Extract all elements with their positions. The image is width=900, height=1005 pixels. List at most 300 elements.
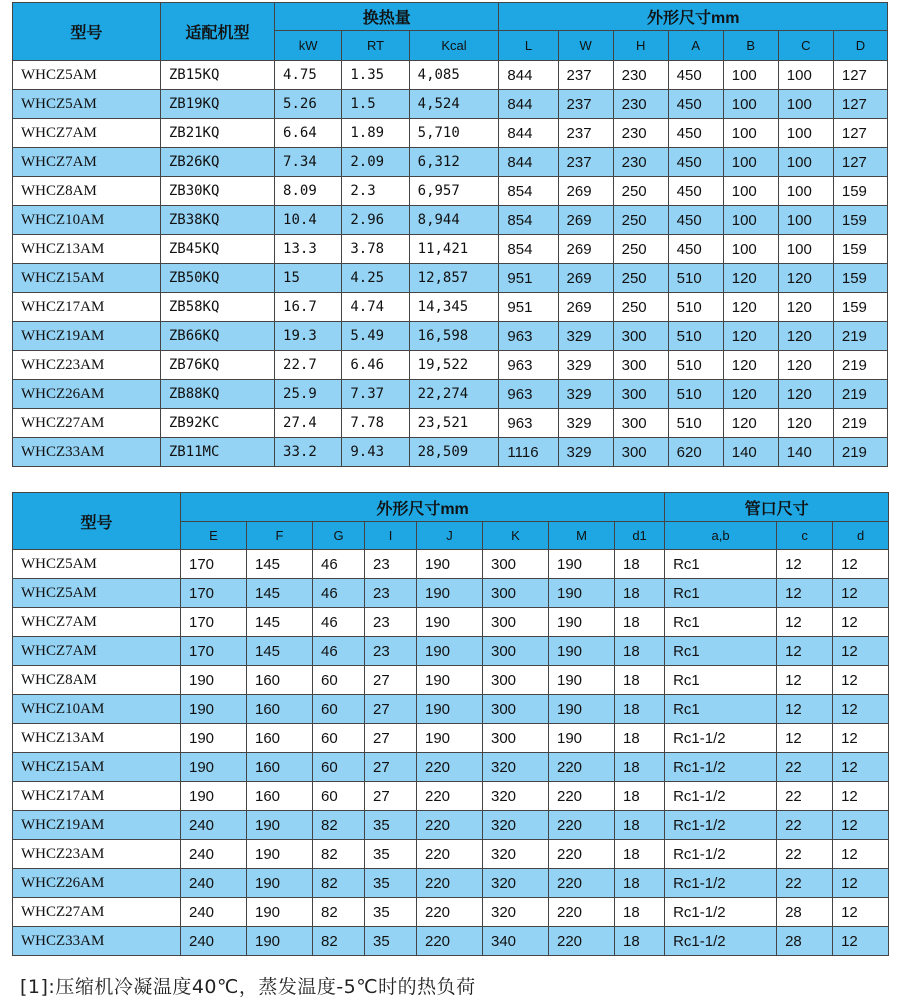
- table-cell: 27: [365, 666, 417, 695]
- table-cell: Rc1: [665, 579, 777, 608]
- table-cell: 220: [549, 782, 615, 811]
- table-cell: ZB30KQ: [160, 177, 274, 206]
- table-cell: 329: [558, 409, 613, 438]
- model-cell: WHCZ13AM: [13, 235, 161, 264]
- table-cell: 127: [833, 148, 887, 177]
- table-cell: 145: [247, 579, 313, 608]
- table-cell: 12: [833, 724, 889, 753]
- table-cell: 1.5: [342, 90, 409, 119]
- model-cell: WHCZ15AM: [13, 264, 161, 293]
- table-cell: 22: [777, 869, 833, 898]
- table-cell: 27: [365, 724, 417, 753]
- header-d: d: [833, 522, 889, 550]
- table-cell: Rc1: [665, 550, 777, 579]
- table-cell: 190: [549, 695, 615, 724]
- table-cell: 240: [181, 811, 247, 840]
- table-cell: 46: [313, 637, 365, 666]
- table-cell: 18: [615, 695, 665, 724]
- table-cell: 329: [558, 380, 613, 409]
- table-cell: 190: [549, 550, 615, 579]
- table-cell: 100: [778, 148, 833, 177]
- model-cell: WHCZ5AM: [13, 550, 181, 579]
- heat-exchanger-spec-table: [12, 2, 888, 467]
- table-cell: 844: [499, 148, 558, 177]
- table-cell: 120: [723, 322, 778, 351]
- table-cell: 300: [483, 724, 549, 753]
- table-cell: 6.46: [342, 351, 409, 380]
- table-cell: 190: [181, 724, 247, 753]
- table-cell: 25.9: [275, 380, 342, 409]
- model-cell: WHCZ5AM: [13, 90, 161, 119]
- table-cell: 219: [833, 322, 887, 351]
- table-cell: 5.49: [342, 322, 409, 351]
- dimension-pipe-table: [12, 492, 889, 956]
- table-cell: 190: [417, 608, 483, 637]
- table-cell: 10.4: [275, 206, 342, 235]
- table-row: [13, 235, 888, 264]
- table-cell: 16,598: [409, 322, 499, 351]
- table-cell: 27.4: [275, 409, 342, 438]
- table-cell: 240: [181, 927, 247, 956]
- table-cell: 3.78: [342, 235, 409, 264]
- header-c: c: [777, 522, 833, 550]
- table-cell: 190: [181, 666, 247, 695]
- table-cell: 170: [181, 579, 247, 608]
- table-cell: 12: [833, 898, 889, 927]
- header-K: K: [483, 522, 549, 550]
- table-cell: 220: [417, 869, 483, 898]
- header-J: J: [417, 522, 483, 550]
- table-cell: ZB92KC: [160, 409, 274, 438]
- table-row: [13, 637, 889, 666]
- header-A: A: [668, 31, 723, 61]
- table-cell: 6,957: [409, 177, 499, 206]
- table-cell: 250: [613, 293, 668, 322]
- table-cell: 18: [615, 782, 665, 811]
- table-cell: 320: [483, 811, 549, 840]
- table-cell: 120: [723, 409, 778, 438]
- table-row: [13, 927, 889, 956]
- table-cell: 269: [558, 264, 613, 293]
- table-cell: 159: [833, 235, 887, 264]
- table-cell: 450: [668, 206, 723, 235]
- table-cell: 230: [613, 90, 668, 119]
- table-cell: 18: [615, 811, 665, 840]
- table-cell: 220: [549, 811, 615, 840]
- table-cell: 219: [833, 380, 887, 409]
- footnote: [1]:压缩机冷凝温度40℃，蒸发温度-5℃时的热负荷: [20, 976, 476, 998]
- table-cell: 269: [558, 293, 613, 322]
- table-cell: 8.09: [275, 177, 342, 206]
- table-cell: 190: [417, 666, 483, 695]
- table-cell: 190: [417, 579, 483, 608]
- table-cell: 22: [777, 811, 833, 840]
- table-cell: 329: [558, 438, 613, 467]
- table-cell: 15: [275, 264, 342, 293]
- table-cell: ZB38KQ: [160, 206, 274, 235]
- table-cell: 219: [833, 438, 887, 467]
- table-cell: 28: [777, 927, 833, 956]
- table-cell: 160: [247, 666, 313, 695]
- table-row: [13, 840, 889, 869]
- table-cell: 450: [668, 177, 723, 206]
- table-cell: 160: [247, 782, 313, 811]
- table-cell: 35: [365, 811, 417, 840]
- table-cell: 12: [777, 579, 833, 608]
- table-cell: 60: [313, 782, 365, 811]
- table-cell: 100: [723, 61, 778, 90]
- table-cell: 100: [778, 177, 833, 206]
- table-cell: 1.35: [342, 61, 409, 90]
- table-cell: 28,509: [409, 438, 499, 467]
- table-cell: 12: [833, 811, 889, 840]
- table-cell: Rc1-1/2: [665, 811, 777, 840]
- table-cell: 300: [483, 695, 549, 724]
- table-cell: 100: [778, 61, 833, 90]
- table-cell: 159: [833, 177, 887, 206]
- model-cell: WHCZ13AM: [13, 724, 181, 753]
- table-cell: 12: [833, 608, 889, 637]
- table-cell: 220: [549, 869, 615, 898]
- table-row: [13, 898, 889, 927]
- table-cell: 269: [558, 177, 613, 206]
- table-cell: 159: [833, 264, 887, 293]
- table-cell: 140: [723, 438, 778, 467]
- table-cell: 18: [615, 550, 665, 579]
- table-cell: Rc1-1/2: [665, 898, 777, 927]
- table-cell: Rc1-1/2: [665, 753, 777, 782]
- table-cell: 120: [778, 409, 833, 438]
- table-cell: 1116: [499, 438, 558, 467]
- table-cell: 19.3: [275, 322, 342, 351]
- table-cell: 450: [668, 235, 723, 264]
- table-cell: 120: [723, 264, 778, 293]
- table-cell: 120: [723, 293, 778, 322]
- table-cell: 145: [247, 637, 313, 666]
- table-cell: 46: [313, 608, 365, 637]
- table-cell: 170: [181, 608, 247, 637]
- table-cell: 219: [833, 409, 887, 438]
- table-cell: 237: [558, 90, 613, 119]
- model-cell: WHCZ10AM: [13, 695, 181, 724]
- table-cell: ZB15KQ: [160, 61, 274, 90]
- table-cell: 18: [615, 753, 665, 782]
- table-row: [13, 380, 888, 409]
- table-cell: 28: [777, 898, 833, 927]
- table-cell: 237: [558, 119, 613, 148]
- table-cell: 23: [365, 579, 417, 608]
- table-cell: ZB88KQ: [160, 380, 274, 409]
- table-cell: 46: [313, 579, 365, 608]
- table-cell: 7.37: [342, 380, 409, 409]
- model-cell: WHCZ23AM: [13, 351, 161, 380]
- table-cell: 12: [833, 753, 889, 782]
- table-cell: 963: [499, 380, 558, 409]
- header-kw: kW: [275, 31, 342, 61]
- table-cell: 27: [365, 782, 417, 811]
- header-dimensions-2: 外形尺寸mm: [181, 493, 665, 522]
- header-model: 型号: [13, 3, 161, 61]
- table-row: [13, 322, 888, 351]
- table-cell: 27: [365, 695, 417, 724]
- table-cell: 160: [247, 695, 313, 724]
- table-cell: Rc1: [665, 608, 777, 637]
- table-cell: Rc1: [665, 666, 777, 695]
- header-dimensions: 外形尺寸mm: [499, 3, 888, 31]
- table-cell: 854: [499, 177, 558, 206]
- table-cell: 6,312: [409, 148, 499, 177]
- model-cell: WHCZ23AM: [13, 840, 181, 869]
- header-compressor: 适配机型: [160, 3, 274, 61]
- model-cell: WHCZ33AM: [13, 438, 161, 467]
- table-row: [13, 753, 889, 782]
- dimension-table-body: [13, 550, 889, 956]
- table-cell: 145: [247, 608, 313, 637]
- header-B: B: [723, 31, 778, 61]
- model-cell: WHCZ26AM: [13, 380, 161, 409]
- table-cell: 269: [558, 235, 613, 264]
- table-cell: Rc1-1/2: [665, 869, 777, 898]
- table-cell: 220: [549, 753, 615, 782]
- table-cell: 951: [499, 293, 558, 322]
- header-G: G: [313, 522, 365, 550]
- table-cell: 18: [615, 927, 665, 956]
- model-cell: WHCZ10AM: [13, 206, 161, 235]
- table-cell: 300: [613, 322, 668, 351]
- table-cell: ZB50KQ: [160, 264, 274, 293]
- table-cell: 12: [777, 550, 833, 579]
- table-row: [13, 90, 888, 119]
- table-cell: 300: [613, 438, 668, 467]
- table-cell: 190: [417, 695, 483, 724]
- header-I: I: [365, 522, 417, 550]
- table-cell: 2.3: [342, 177, 409, 206]
- table-cell: 320: [483, 898, 549, 927]
- table-cell: 22: [777, 753, 833, 782]
- table-cell: 320: [483, 782, 549, 811]
- table-cell: 60: [313, 666, 365, 695]
- model-cell: WHCZ5AM: [13, 579, 181, 608]
- table-cell: 219: [833, 351, 887, 380]
- table-cell: 190: [247, 840, 313, 869]
- table-cell: 12,857: [409, 264, 499, 293]
- table-cell: 250: [613, 264, 668, 293]
- table-cell: 320: [483, 869, 549, 898]
- table-cell: 510: [668, 293, 723, 322]
- model-cell: WHCZ27AM: [13, 409, 161, 438]
- table-cell: 127: [833, 119, 887, 148]
- header-rt: RT: [342, 31, 409, 61]
- table-cell: 82: [313, 898, 365, 927]
- table-cell: 450: [668, 119, 723, 148]
- table-cell: 160: [247, 724, 313, 753]
- table-cell: ZB26KQ: [160, 148, 274, 177]
- table-cell: Rc1-1/2: [665, 724, 777, 753]
- table-cell: 12: [833, 637, 889, 666]
- table-cell: Rc1: [665, 695, 777, 724]
- header-model-2: 型号: [13, 493, 181, 550]
- table-cell: 13.3: [275, 235, 342, 264]
- header-D: D: [833, 31, 887, 61]
- model-cell: WHCZ26AM: [13, 869, 181, 898]
- table-cell: 190: [181, 695, 247, 724]
- table-cell: 963: [499, 322, 558, 351]
- header-d1: d1: [615, 522, 665, 550]
- table-cell: 190: [549, 608, 615, 637]
- header-W: W: [558, 31, 613, 61]
- table-cell: 190: [247, 898, 313, 927]
- table-cell: 220: [417, 753, 483, 782]
- table-cell: 220: [417, 898, 483, 927]
- table-row: [13, 119, 888, 148]
- table-cell: 190: [247, 927, 313, 956]
- table-cell: 300: [483, 666, 549, 695]
- table-cell: ZB11MC: [160, 438, 274, 467]
- table-cell: 190: [181, 782, 247, 811]
- table-cell: 4,085: [409, 61, 499, 90]
- table-cell: 23,521: [409, 409, 499, 438]
- header-pipe-size: 管口尺寸: [665, 493, 889, 522]
- table-cell: 220: [417, 811, 483, 840]
- table-cell: 190: [549, 666, 615, 695]
- table-cell: Rc1-1/2: [665, 927, 777, 956]
- table-cell: 127: [833, 90, 887, 119]
- table-cell: 120: [778, 380, 833, 409]
- table-cell: ZB45KQ: [160, 235, 274, 264]
- table-cell: 11,421: [409, 235, 499, 264]
- header-kcal: Kcal: [409, 31, 499, 61]
- table-cell: 6.64: [275, 119, 342, 148]
- table-cell: 18: [615, 579, 665, 608]
- table-cell: 300: [613, 409, 668, 438]
- table-cell: 18: [615, 608, 665, 637]
- table-cell: Rc1-1/2: [665, 782, 777, 811]
- table-cell: 127: [833, 61, 887, 90]
- table-cell: 250: [613, 177, 668, 206]
- table-cell: 170: [181, 637, 247, 666]
- table-cell: 844: [499, 61, 558, 90]
- table-cell: 5,710: [409, 119, 499, 148]
- table-cell: ZB66KQ: [160, 322, 274, 351]
- header-M: M: [549, 522, 615, 550]
- table-cell: 100: [778, 119, 833, 148]
- table-cell: 100: [723, 235, 778, 264]
- table-cell: 22: [777, 782, 833, 811]
- table-cell: 300: [483, 608, 549, 637]
- table-cell: 300: [483, 637, 549, 666]
- table-cell: 190: [417, 550, 483, 579]
- table-cell: 14,345: [409, 293, 499, 322]
- model-cell: WHCZ33AM: [13, 927, 181, 956]
- table-cell: 844: [499, 90, 558, 119]
- table-cell: 82: [313, 840, 365, 869]
- table-cell: 170: [181, 550, 247, 579]
- model-cell: WHCZ19AM: [13, 322, 161, 351]
- table-cell: 35: [365, 869, 417, 898]
- model-cell: WHCZ7AM: [13, 148, 161, 177]
- table-row: [13, 811, 889, 840]
- table-cell: 237: [558, 61, 613, 90]
- table-cell: 220: [549, 927, 615, 956]
- table-cell: 190: [247, 869, 313, 898]
- table-cell: 12: [777, 666, 833, 695]
- table-cell: 160: [247, 753, 313, 782]
- table-cell: 320: [483, 840, 549, 869]
- table-cell: 7.78: [342, 409, 409, 438]
- header-L: L: [499, 31, 558, 61]
- table-cell: 220: [549, 840, 615, 869]
- table-row: [13, 293, 888, 322]
- table-cell: 329: [558, 351, 613, 380]
- table-cell: 300: [483, 550, 549, 579]
- table-cell: 190: [181, 753, 247, 782]
- table-row: [13, 61, 888, 90]
- table-cell: 510: [668, 380, 723, 409]
- table-cell: 18: [615, 666, 665, 695]
- table-cell: 340: [483, 927, 549, 956]
- table-cell: 35: [365, 898, 417, 927]
- table-cell: 159: [833, 293, 887, 322]
- table-cell: 220: [417, 840, 483, 869]
- table-row: [13, 550, 889, 579]
- table-cell: ZB76KQ: [160, 351, 274, 380]
- model-cell: WHCZ17AM: [13, 782, 181, 811]
- table-cell: 190: [549, 579, 615, 608]
- model-cell: WHCZ5AM: [13, 61, 161, 90]
- table-cell: 82: [313, 869, 365, 898]
- table-cell: 450: [668, 61, 723, 90]
- table-cell: 230: [613, 119, 668, 148]
- table-cell: 854: [499, 235, 558, 264]
- table-cell: 23: [365, 608, 417, 637]
- table-cell: 4.75: [275, 61, 342, 90]
- table-cell: 33.2: [275, 438, 342, 467]
- table-cell: Rc1: [665, 637, 777, 666]
- table-cell: 22,274: [409, 380, 499, 409]
- table-cell: 100: [778, 206, 833, 235]
- table-cell: 35: [365, 927, 417, 956]
- table-cell: 100: [723, 119, 778, 148]
- table-cell: 240: [181, 898, 247, 927]
- model-cell: WHCZ7AM: [13, 608, 181, 637]
- table-cell: Rc1-1/2: [665, 840, 777, 869]
- table-cell: 60: [313, 724, 365, 753]
- table-cell: 22: [777, 840, 833, 869]
- model-cell: WHCZ7AM: [13, 637, 181, 666]
- table-cell: 19,522: [409, 351, 499, 380]
- table-cell: 18: [615, 637, 665, 666]
- table-row: [13, 579, 889, 608]
- model-cell: WHCZ8AM: [13, 177, 161, 206]
- model-cell: WHCZ27AM: [13, 898, 181, 927]
- table-cell: 120: [778, 264, 833, 293]
- table-row: [13, 409, 888, 438]
- table-cell: 269: [558, 206, 613, 235]
- table-cell: 12: [833, 579, 889, 608]
- table-cell: 237: [558, 148, 613, 177]
- table-cell: 100: [778, 235, 833, 264]
- table-row: [13, 148, 888, 177]
- table-cell: 12: [833, 666, 889, 695]
- table-cell: 12: [833, 550, 889, 579]
- table-cell: 220: [549, 898, 615, 927]
- table-row: [13, 264, 888, 293]
- table-cell: 510: [668, 351, 723, 380]
- table-cell: 190: [549, 637, 615, 666]
- table-cell: 250: [613, 235, 668, 264]
- table-cell: 951: [499, 264, 558, 293]
- table-cell: 60: [313, 753, 365, 782]
